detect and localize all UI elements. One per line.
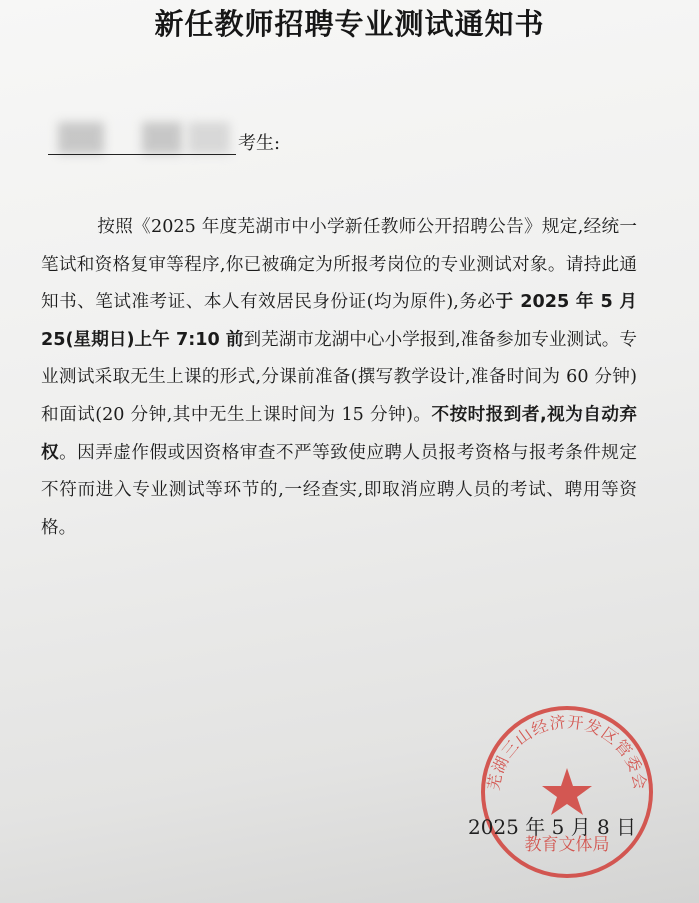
paragraph-text: 。因弄虚作假或因资格审查不严等致使应聘人员报考资格与报考条件规定不符而进入专业测试等环节的,一经查实,即取消应聘人员的考试、聘用等资格。 — [41, 442, 637, 538]
redacted-name-part — [188, 122, 230, 154]
candidate-label: 考生: — [238, 133, 281, 154]
paragraph-text: 按照《2025 年度芜湖市中小学新任教师公开招聘公告》规定,经统一笔试和资格复审等程序,你已被确定为所报考岗位的专业测试对象。请持此通知书、笔试准考证、本人有效居民身份证(均为原件),务必 — [41, 217, 637, 313]
paragraph-text: 到芜湖市龙湖中心小学报到,准备参加专业测试。专业测试采取无生上课的形式,分课前准备(撰写教学设计,准备时间为 60 分钟)和面试(20 分钟,其中无生上课时间为 15 分钟)。 — [41, 329, 637, 425]
document-title: 新任教师招聘专业测试通知书 — [154, 7, 545, 41]
seal-ring-text: 芜湖三山经济开发区管委会 — [483, 712, 651, 792]
seal-star-icon — [542, 768, 592, 815]
seal-bottom-text: 教育文体局 — [524, 835, 610, 855]
forfeit-warning-emphasis: 不按时报到者,视为自动弃权 — [41, 404, 638, 463]
issue-date: 2025 年 5 月 8 日 — [468, 815, 637, 839]
notice-paragraph — [41, 209, 637, 547]
official-seal — [475, 700, 660, 885]
report-time-emphasis: 于 2025 年 5 月 25(星期日)上午 7:10 前 — [41, 292, 637, 350]
name-underline — [48, 154, 236, 155]
redacted-name-part — [142, 122, 182, 154]
redacted-name-part — [58, 122, 104, 154]
candidate-line — [48, 122, 308, 158]
